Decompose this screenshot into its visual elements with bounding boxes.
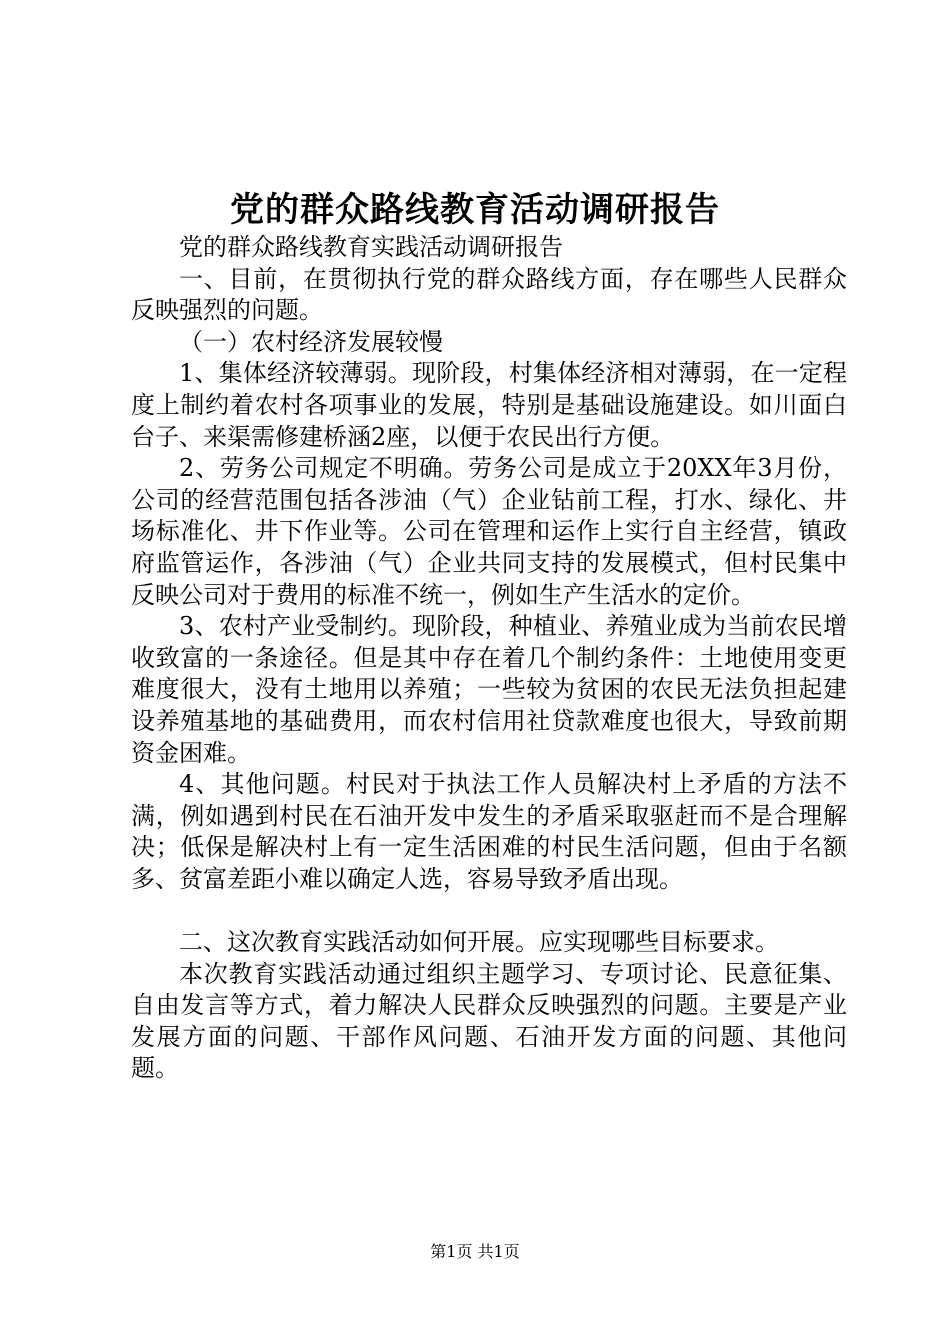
paragraph: 2、劳务公司规定不明确。劳务公司是成立于20XX年3月份，公司的经营范围包括各涉油（气）企业钻前工程，打水、绿化、井场标准化、井下作业等。公司在管理和运作上实行自主经营，镇政府监管运作，各涉油（气）企业共同支持的发展模式，但村民集中反映公司对于费用的标准不统一，例如生产生活水的定价。 bbox=[131, 454, 847, 609]
paragraph: 本次教育实践活动通过组织主题学习、专项讨论、民意征集、自由发言等方式，着力解决人民群众反映强烈的问题。主要是产业发展方面的问题、干部作风问题、石油开发方面的问题、其他问题。 bbox=[131, 959, 847, 1083]
paragraph: 党的群众路线教育实践活动调研报告 bbox=[179, 233, 563, 261]
paragraph: 3、农村产业受制约。现阶段，种植业、养殖业成为当前农民增收致富的一条途径。但是其中存在着几个制约条件：土地使用变更难度很大，没有土地用以养殖；一些较为贫困的农民无法负担起建设养殖基地的基础费用，而农村信用社贷款难度也很大，导致前期资金困难。 bbox=[131, 612, 847, 767]
paragraph: 1、集体经济较薄弱。现阶段，村集体经济相对薄弱，在一定程度上制约着农村各项事业的发展，特别是基础设施建设。如川面白台子、来渠需修建桥涵2座，以便于农民出行方便。 bbox=[131, 359, 847, 451]
document-body bbox=[131, 232, 847, 1085]
page-number: 第1页 共1页 bbox=[430, 1242, 520, 1261]
paragraph: （一）农村经济发展较慢 bbox=[179, 327, 443, 356]
section-heading: 二、这次教育实践活动如何开展。应实现哪些目标要求。 bbox=[179, 928, 779, 957]
paragraph: 4、其他问题。村民对于执法工作人员解决村上矛盾的方法不满，例如遇到村民在石油开发中发生的矛盾采取驱赶而不是合理解决；低保是解决村上有一定生活困难的村民生活问题，但由于名额多、贫富差距小难以确定人选，容易导致矛盾出现。 bbox=[131, 770, 847, 893]
document-title: 党的群众路线教育活动调研报告 bbox=[230, 190, 720, 230]
paragraph: 一、目前，在贯彻执行党的群众路线方面，存在哪些人民群众反映强烈的问题。 bbox=[131, 264, 847, 325]
